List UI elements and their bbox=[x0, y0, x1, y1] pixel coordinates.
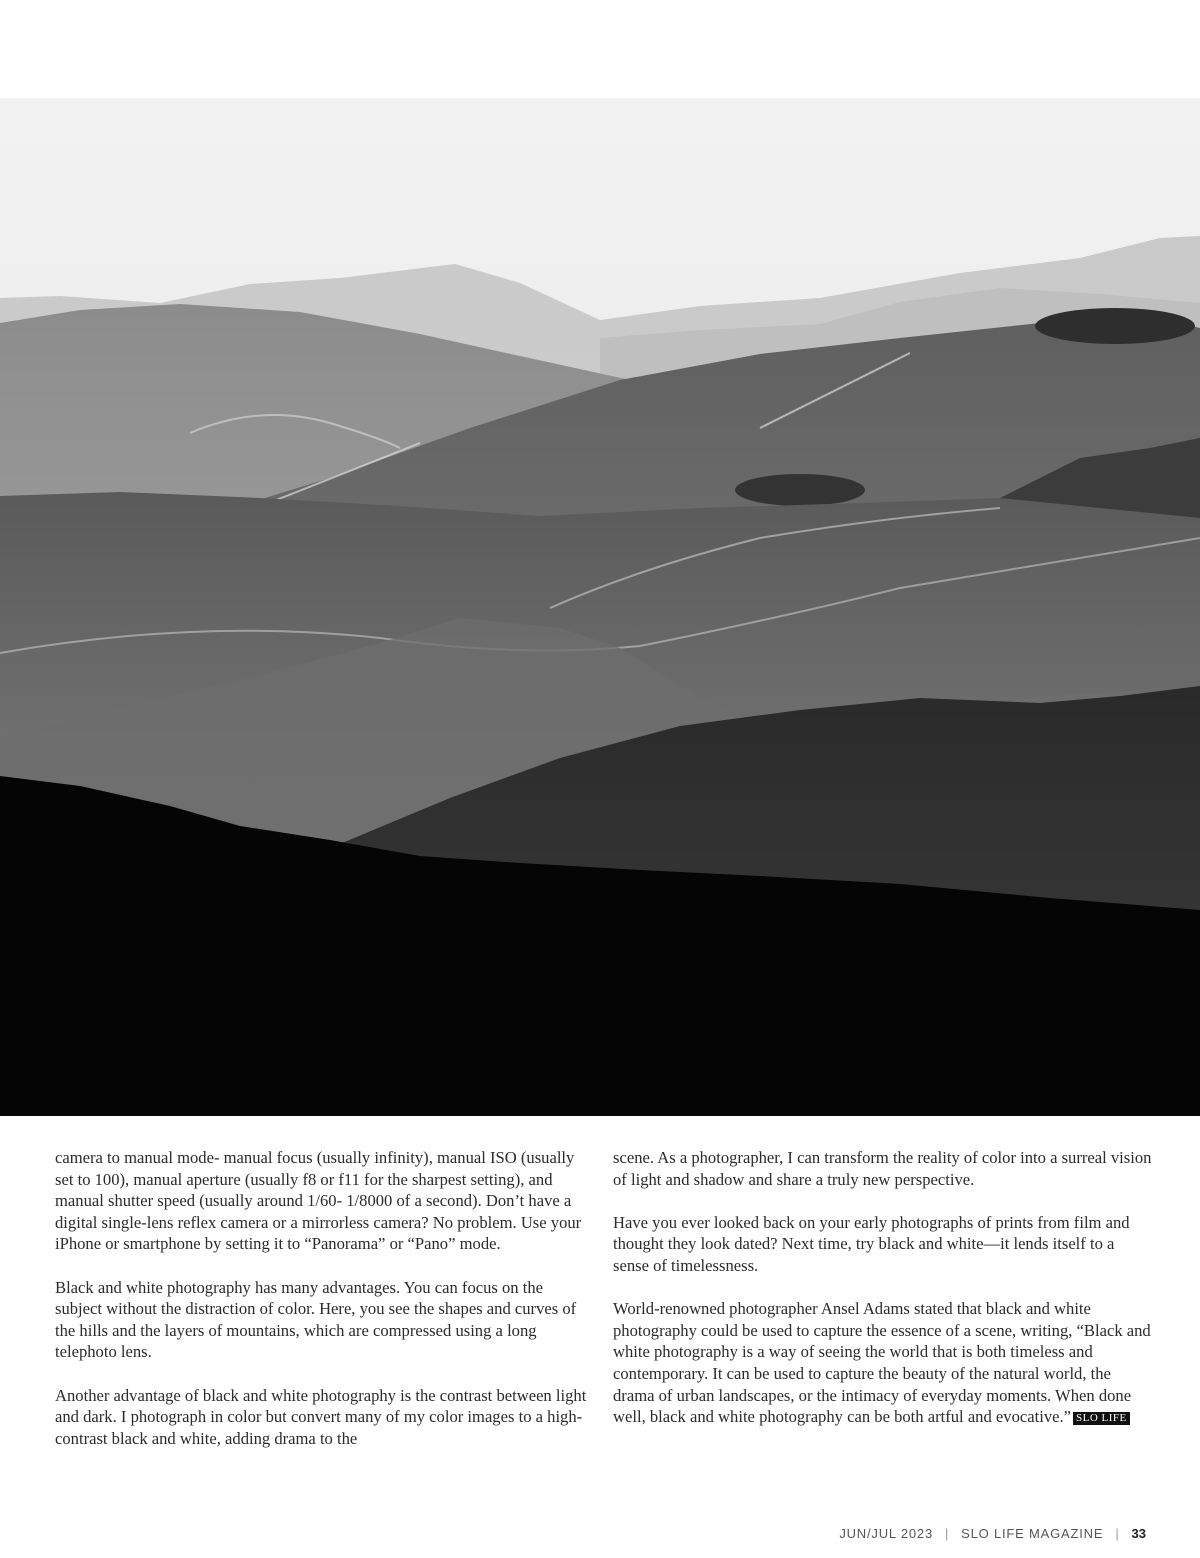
paragraph: camera to manual mode- manual focus (usually infinity), manual ISO (usually set to 100), manual aperture (usually f8 or f11 for the sharpest setting), and manual shutter speed (usually around 1/60- 1/8000 of a second). Don’t have a digital single-lens reflex camera or a mirrorless camera? No problem. Use your iPhone or smartphone by setting it to “Panorama” or “Pano” mode. bbox=[55, 1148, 582, 1254]
footer-separator: | bbox=[944, 1526, 950, 1541]
page-number: 33 bbox=[1131, 1526, 1146, 1541]
paragraph: scene. As a photographer, I can transform the reality of color into a surreal vision of light and shadow and share a truly new perspective. bbox=[613, 1148, 1152, 1189]
paragraph: Another advantage of black and white photography is the contrast between light and dark. I photograph in color but convert many of my color images to a high-contrast black and white, adding drama to the bbox=[55, 1385, 587, 1448]
end-mark-logo: SLO LIFE bbox=[1073, 1412, 1130, 1425]
article-column-right bbox=[613, 1147, 1153, 1428]
page-footer bbox=[839, 1526, 1146, 1541]
paragraph: Have you ever looked back on your early photographs of prints from film and thought they look dated? Next time, try black and white—it lends itself to a sense of timelessness. bbox=[613, 1212, 1130, 1275]
article-column-left bbox=[55, 1147, 590, 1449]
paragraph-final bbox=[613, 1298, 1153, 1428]
footer-separator: | bbox=[1115, 1526, 1120, 1541]
paragraph: Black and white photography has many advantages. You can focus on the subject without the distraction of color. Here, you see the shapes and curves of the hills and the layers of mountains, which are compressed using a long telephoto lens. bbox=[55, 1277, 577, 1362]
paragraph-text: World-renowned photographer Ansel Adams stated that black and white photography could be used to capture the essence of a scene, writing, “Black and white photography is a way of seeing the world that is both timeless and contemporary. It can be used to capture the beauty of the natural world, the drama of urban landscapes, or the intimacy of everyday moments. When done well, black and white photography can be both artful and evocative.” bbox=[613, 1299, 1151, 1427]
issue-date: JUN/JUL 2023 bbox=[839, 1526, 933, 1541]
landscape-photo bbox=[0, 98, 1200, 1116]
magazine-name: SLO LIFE MAGAZINE bbox=[961, 1526, 1104, 1541]
